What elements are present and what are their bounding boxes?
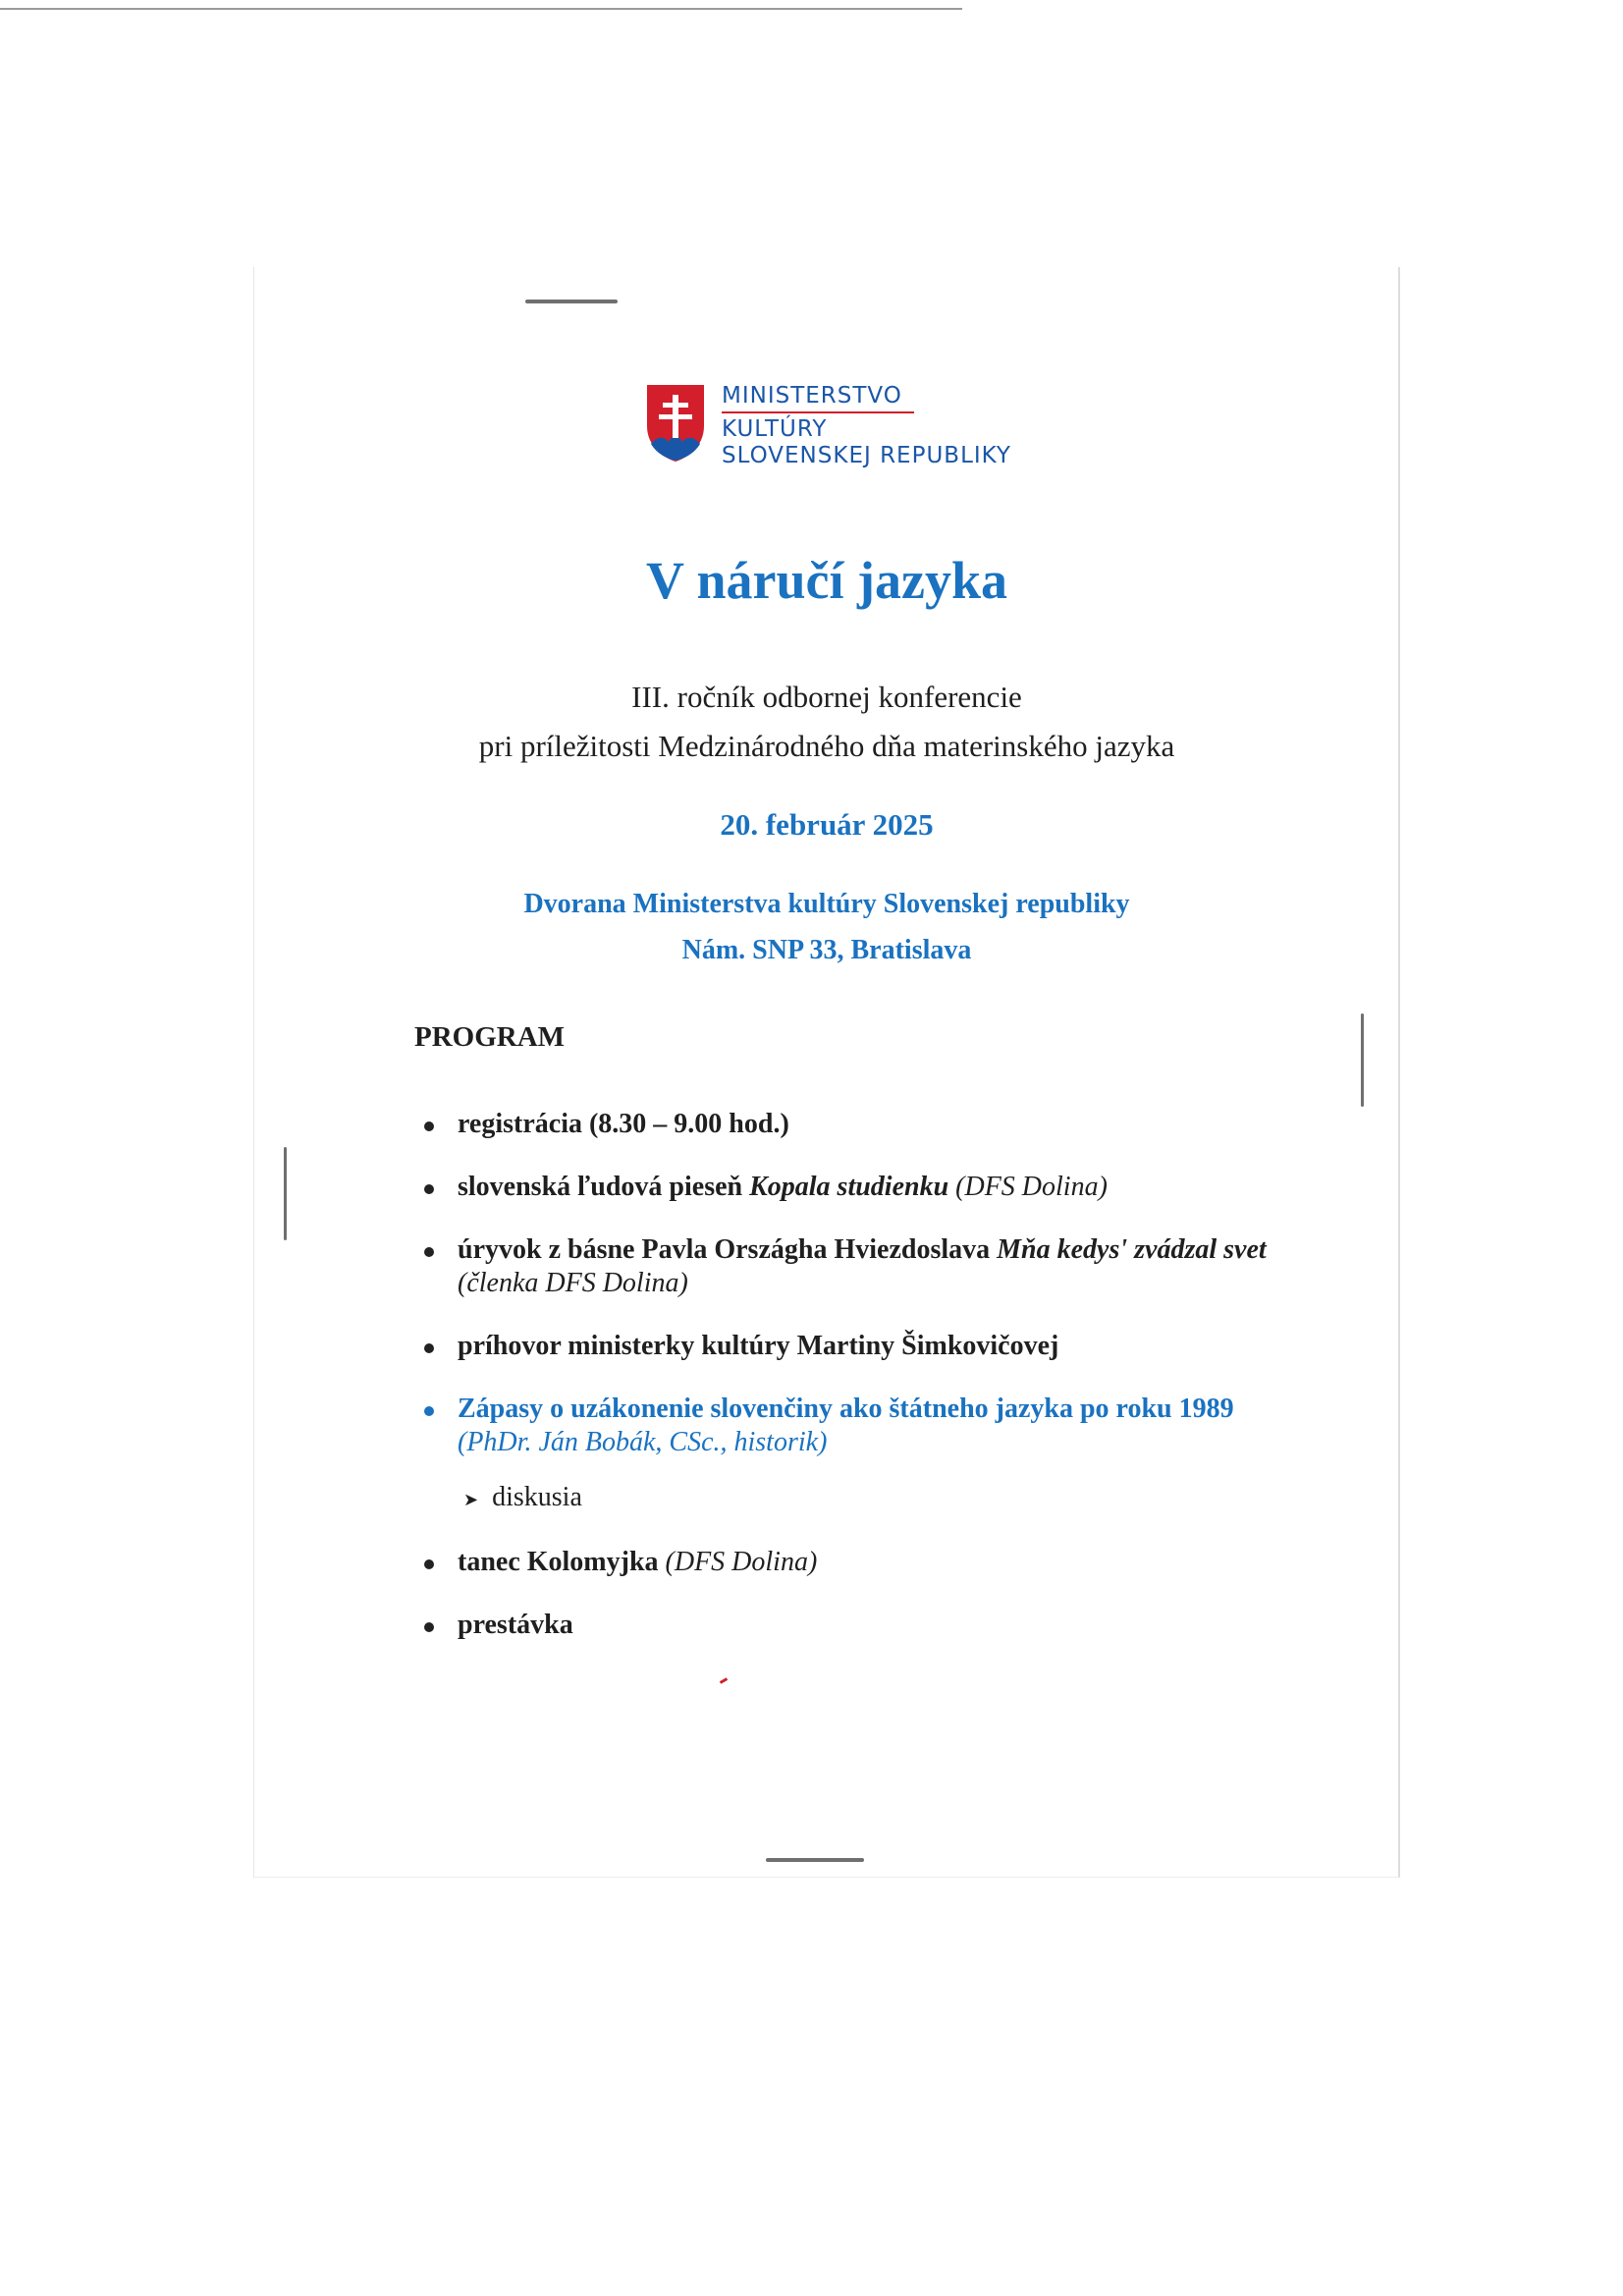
venue-name: Dvorana Ministerstva kultúry Slovenskej republiky	[523, 889, 1130, 919]
program-item	[422, 1233, 1286, 1300]
logo-line-3: SLOVENSKEJ REPUBLIKY	[722, 443, 1011, 468]
program-item-note: (členka DFS Dolina)	[458, 1268, 688, 1298]
bullet-icon	[424, 1559, 434, 1569]
program-item-text: tanec Kolomyjka	[458, 1546, 666, 1577]
program-item-text: úryvok z básne Pavla Országha Hviezdoslava	[458, 1234, 998, 1265]
arrow-right-icon: ➤	[463, 1489, 479, 1509]
ministry-logo	[645, 383, 1057, 471]
bullet-icon	[424, 1247, 434, 1257]
program-item	[422, 1546, 1286, 1579]
bullet-icon	[424, 1343, 434, 1353]
staple-bottom	[766, 1858, 864, 1862]
staple-right	[1361, 1013, 1364, 1107]
bullet-icon	[424, 1406, 434, 1416]
program-item-text: registrácia (8.30 – 9.00 hod.)	[458, 1109, 789, 1139]
logo-line-2: KULTÚRY	[722, 416, 828, 442]
subtitle-line-1: III. ročník odbornej konferencie	[631, 680, 1022, 714]
document-title: V náručí jazyka	[645, 551, 1007, 610]
bullet-icon	[424, 1622, 434, 1632]
program-item-text: prestávka	[458, 1609, 573, 1640]
bullet-icon	[424, 1121, 434, 1131]
program-item	[422, 1609, 1286, 1642]
event-date: 20. február 2025	[720, 807, 934, 842]
program-list	[422, 1108, 1286, 1671]
program-heading: PROGRAM	[414, 1021, 566, 1053]
venue-address: Nám. SNP 33, Bratislava	[681, 935, 972, 965]
program-item-note: (PhDr. Ján Bobák, CSc., historik)	[458, 1427, 828, 1457]
program-item-note: (DFS Dolina)	[665, 1546, 818, 1577]
program-item	[422, 1330, 1286, 1363]
program-item-lecture	[422, 1393, 1286, 1459]
subtitle-line-2: pri príležitosti Medzinárodného dňa materinského jazyka	[478, 729, 1175, 763]
logo-wordmark	[722, 383, 1011, 469]
staple-top	[525, 300, 618, 303]
program-item-work: Mňa kedys' zvádzal svet	[997, 1234, 1267, 1265]
program-item-work: Kopala studienku	[749, 1172, 949, 1202]
staple-left	[284, 1147, 287, 1240]
program-subitem	[463, 1481, 1286, 1516]
program-item	[422, 1108, 1286, 1141]
bullet-icon	[424, 1184, 434, 1194]
scan-edge-line	[0, 8, 962, 10]
program-item-text: Zápasy o uzákonenie slovenčiny ako štátneho jazyka po roku 1989	[458, 1394, 1234, 1424]
slovak-coat-of-arms-icon	[645, 383, 706, 464]
program-item-note: (DFS Dolina)	[948, 1172, 1108, 1202]
program-subitem-text: diskusia	[492, 1482, 582, 1512]
logo-line-1: MINISTERSTVO	[722, 383, 914, 413]
program-item	[422, 1171, 1286, 1204]
program-item-text: príhovor ministerky kultúry Martiny Šimkovičovej	[458, 1331, 1059, 1361]
program-item-text: slovenská ľudová pieseň	[458, 1172, 750, 1202]
